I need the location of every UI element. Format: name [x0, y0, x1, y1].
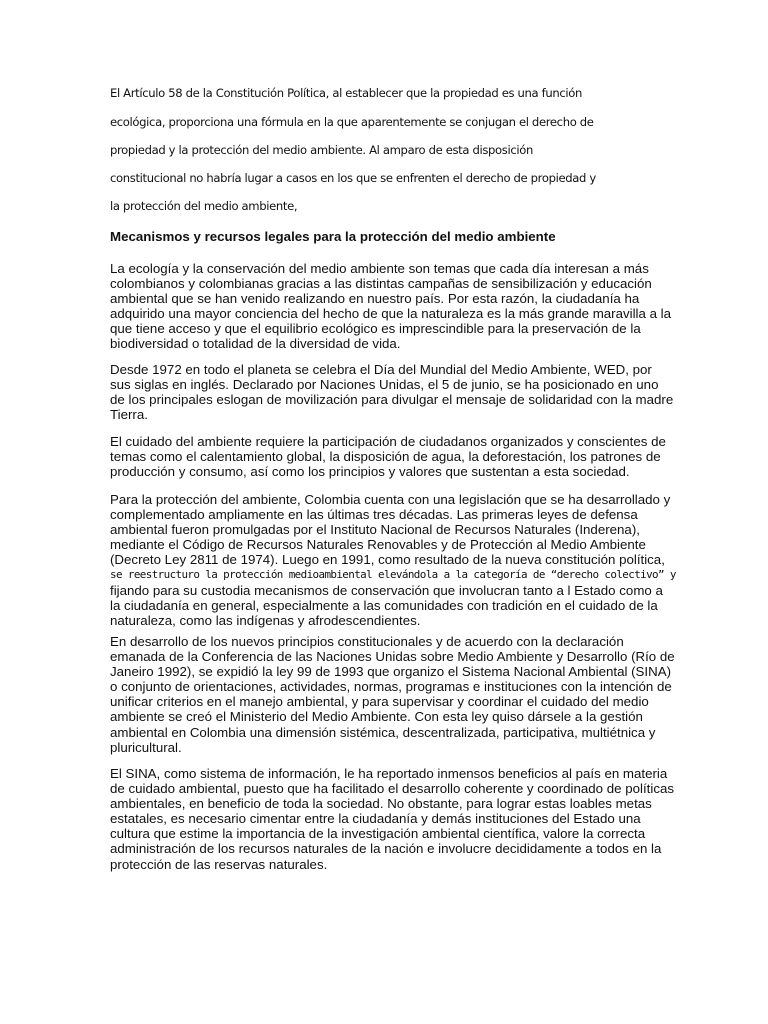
paragraph-line: (Decreto Ley 2811 de 1974). Luego en 1991, como resultado de la nueva constitución política, [110, 552, 665, 568]
paragraph-line: colombianos y colombianas gracias a las distintas campañas de sensibilización y educación [110, 276, 652, 292]
paragraph-sina-beneficios [110, 766, 675, 872]
paragraph-cuidado [110, 434, 670, 479]
intro-line: ecológica, proporciona una fórmula en la que aparentemente se conjugan el derecho de [110, 115, 594, 129]
paragraph-line: administración de los recursos naturales de la nación e involucre decididamente a todos en la [110, 841, 662, 857]
paragraph-line: unificar criterios en el manejo ambiental, y para supervisar y coordinar el cuidado del medio [110, 694, 649, 710]
paragraph-line: fijando para su custodia mecanismos de conservación que involucran tanto a l Estado como a [110, 582, 663, 598]
paragraph-line: la ciudadanía en general, especialmente a las comunidades con tradición en el cuidado de la [110, 597, 658, 613]
paragraph-line: En desarrollo de los nuevos principios constitucionales y de acuerdo con la declaración [110, 634, 624, 649]
paragraph-line: mediante el Código de Recursos Naturales Renovables y de Protección al Medio Ambiente [110, 537, 646, 553]
paragraph-line: ambiental fueron promulgadas por el Instituto Nacional de Recursos Naturales (Inderena), [110, 522, 640, 538]
paragraph-line: adquirido una mayor conciencia del hecho de que la naturaleza es la más grande maravilla a la [110, 306, 672, 322]
intro-line: la protección del medio ambiente, [110, 199, 298, 213]
paragraph-line: El SINA, como sistema de información, le ha reportado inmensos beneficios al país en materia [110, 766, 668, 781]
paragraph-line: complementado ampliamente en las últimas tres décadas. Las primeras leyes de defensa [110, 507, 638, 523]
paragraph-sina-origen [110, 634, 675, 755]
paragraph-ecologia [110, 261, 670, 352]
paragraph-line: ambiente se creó el Ministerio del Medio Ambiente. Con esta ley quiso dársele a la gestión [110, 709, 643, 725]
paragraph-line: se reestructuro la protección medioambiental elevándola a la categoría de “derecho colectivo” y [110, 568, 676, 582]
paragraph-line: sus siglas en inglés. Declarado por Naciones Unidas, el 5 de junio, se ha posicionado en uno [110, 377, 659, 393]
paragraph-line: cultura que estime la importancia de la investigación ambiental científica, valore la correcta [110, 826, 646, 842]
paragraph-line: Janeiro 1992), se expidió la ley 99 de 1993 que organizo el Sistema Nacional Ambiental (SINA) [110, 664, 672, 680]
paragraph-line: que tiene acceso y que el equilibrio ecológico es imprescindible para la preservación de la [110, 321, 641, 337]
paragraph-line: o conjunto de orientaciones, actividades, normas, programas e instituciones con la intención de [110, 679, 672, 695]
paragraph-line: naturaleza, como las indígenas y afrodescendientes. [110, 612, 421, 628]
paragraph-line: de los principales eslogan de movilización para divulgar el mensaje de solidaridad con la madre [110, 392, 674, 408]
paragraph-line: Para la protección del ambiente, Colombia cuenta con una legislación que se ha desarrollado y [110, 492, 671, 507]
paragraph-line: biodiversidad o totalidad de la diversidad de vida. [110, 336, 401, 352]
paragraph-line: ambiental en Colombia una dimensión sistémica, descentralizada, participativa, multiétnica y [110, 724, 656, 740]
paragraph-line: temas como el calentamiento global, la disposición de agua, la deforestación, los patrones de [110, 449, 661, 465]
paragraph-line: Desde 1972 en todo el planeta se celebra el Día del Mundial del Medio Ambiente, WED, por [110, 362, 652, 377]
paragraph-line: ambientales, en beneficio de toda la sociedad. No obstante, para lograr estas loables metas [110, 796, 652, 812]
paragraph-line: protección de las reservas naturales. [110, 856, 328, 872]
paragraph-line: producción y consumo, así como los principios y valores que sustentan a esta sociedad. [110, 464, 630, 480]
paragraph-legislacion [110, 492, 676, 628]
intro-line: constitucional no habría lugar a casos en los que se enfrenten el derecho de propiedad y [110, 171, 596, 185]
paragraph-line: La ecología y la conservación del medio ambiente son temas que cada día interesan a más [110, 261, 649, 276]
intro-line: propiedad y la protección del medio ambiente. Al amparo de esta disposición [110, 143, 533, 157]
intro-line: El Artículo 58 de la Constitución Política, al establecer que la propiedad es una función [110, 86, 582, 100]
paragraph-line: emanada de la Conferencia de las Naciones Unidas sobre Medio Ambiente y Desarrollo (Río de [110, 649, 675, 665]
paragraph-dia-mundial [110, 362, 674, 423]
section-heading: Mecanismos y recursos legales para la protección del medio ambiente [110, 229, 556, 244]
paragraph-line: estatales, es necesario cimentar entre la ciudadanía y demás instituciones del Estado una [110, 811, 641, 827]
paragraph-line: pluricultural. [110, 739, 182, 755]
paragraph-line: Tierra. [110, 407, 148, 423]
paragraph-line: El cuidado del ambiente requiere la participación de ciudadanos organizados y conscientes de [110, 434, 666, 449]
paragraph-line: ambiental que se han venido realizando en nuestro país. Por esta razón, la ciudadanía ha [110, 291, 640, 307]
paragraph-line: de cuidado ambiental, puesto que ha facilitado el desarrollo coherente y coordinado de políticas [110, 781, 675, 797]
